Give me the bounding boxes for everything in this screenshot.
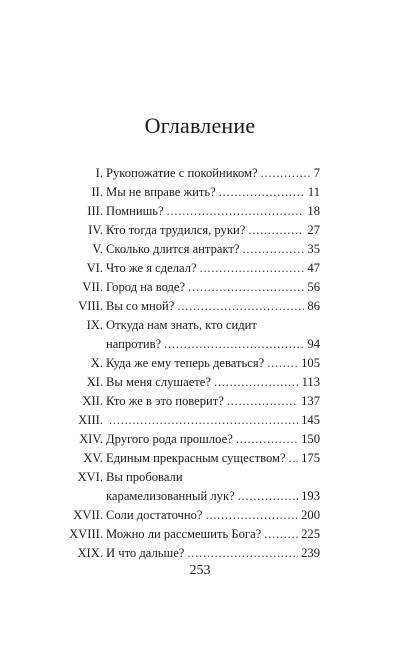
chapter-title-continued: напротив?: [106, 337, 162, 351]
dot-leader: [188, 278, 304, 297]
dot-leader: [227, 392, 298, 411]
table-of-contents: [62, 164, 320, 563]
chapter-number: XVIII.: [69, 527, 103, 541]
chapter-title: Мы не вправе жить?: [106, 185, 216, 199]
toc-entry: [62, 183, 320, 202]
chapter-title: Вы со мной?: [106, 299, 175, 313]
chapter-title: Кто же в это поверит?: [106, 394, 224, 408]
chapter-page: 35: [307, 242, 320, 256]
dot-leader: [264, 525, 298, 544]
dot-leader: [200, 259, 305, 278]
toc-entry: [62, 354, 320, 373]
chapter-page: 18: [307, 204, 320, 218]
chapter-title: Сколько длится антракт?: [106, 242, 240, 256]
chapter-page: 150: [301, 432, 320, 446]
toc-entry: [62, 525, 320, 544]
chapter-page: 7: [313, 166, 320, 180]
chapter-title: Помнишь?: [106, 204, 164, 218]
dot-leader: [248, 221, 304, 240]
toc-entry: [62, 297, 320, 316]
chapter-number: IX.: [86, 318, 103, 332]
dot-leader: [164, 335, 304, 354]
toc-entry: [62, 544, 320, 563]
chapter-page: 94: [307, 337, 320, 351]
chapter-title: Единым прекрасным существом?: [106, 451, 286, 465]
dot-leader: [289, 449, 299, 468]
toc-entry-continuation: [62, 335, 320, 354]
chapter-number: XII.: [82, 394, 103, 408]
toc-entry: [62, 316, 320, 335]
chapter-number: XVII.: [73, 508, 103, 522]
chapter-title: Что же я сделал?: [106, 261, 197, 275]
toc-entry: [62, 449, 320, 468]
chapter-number: II.: [91, 185, 103, 199]
dot-leader: [109, 411, 298, 430]
toc-entry: [62, 240, 320, 259]
chapter-title: И что дальше?: [106, 546, 185, 560]
chapter-number: XIX.: [77, 546, 103, 560]
chapter-number: VI.: [86, 261, 103, 275]
chapter-title: Откуда нам знать, кто сидит: [106, 318, 257, 332]
chapter-number: XIV.: [79, 432, 103, 446]
dot-leader: [206, 506, 299, 525]
chapter-page: 239: [301, 546, 320, 560]
chapter-page: 47: [307, 261, 320, 275]
toc-entry: [62, 506, 320, 525]
chapter-number: III.: [87, 204, 103, 218]
chapter-page: 193: [301, 489, 320, 503]
chapter-title: Кто тогда трудился, руки?: [106, 223, 246, 237]
toc-entry-continuation: [62, 487, 320, 506]
dot-leader: [243, 240, 305, 259]
chapter-title: Другого рода прошлое?: [106, 432, 233, 446]
chapter-title: Вы пробовали: [106, 470, 183, 484]
chapter-number: VIII.: [78, 299, 103, 313]
toc-entry: [62, 411, 320, 430]
toc-entry: [62, 278, 320, 297]
dot-leader: [261, 164, 311, 183]
chapter-title: Рукопожатие с покойником?: [106, 166, 258, 180]
dot-leader: [236, 430, 298, 449]
chapter-number: XV.: [83, 451, 103, 465]
chapter-number: VII.: [82, 280, 103, 294]
chapter-page: 56: [307, 280, 320, 294]
dot-leader: [219, 183, 305, 202]
chapter-title: Соли достаточно?: [106, 508, 203, 522]
chapter-page: 225: [301, 527, 320, 541]
dot-leader: [214, 373, 299, 392]
chapter-number: V.: [92, 242, 103, 256]
toc-entry: [62, 430, 320, 449]
toc-entry: [62, 392, 320, 411]
chapter-number: XVI.: [77, 470, 103, 484]
chapter-title: Вы меня слушаете?: [106, 375, 211, 389]
chapter-page: 27: [307, 223, 320, 237]
chapter-title: Город на воде?: [106, 280, 186, 294]
chapter-title-continued: карамелизованный лук?: [106, 489, 235, 503]
chapter-page: 200: [301, 508, 320, 522]
dot-leader: [267, 354, 298, 373]
chapter-page: 11: [307, 185, 320, 199]
chapter-page: 145: [301, 413, 320, 427]
toc-entry: [62, 373, 320, 392]
toc-entry: [62, 202, 320, 221]
page-number: 253: [189, 563, 211, 578]
toc-entry: [62, 468, 320, 487]
dot-leader: [187, 544, 298, 563]
toc-entry: [62, 259, 320, 278]
dot-leader: [167, 202, 305, 221]
chapter-page: 175: [301, 451, 320, 465]
toc-entry: [62, 221, 320, 240]
chapter-number: I.: [95, 166, 103, 180]
dot-leader: [177, 297, 304, 316]
chapter-number: XI.: [86, 375, 103, 389]
toc-entry: [62, 164, 320, 183]
chapter-title: Куда же ему теперь деваться?: [106, 356, 265, 370]
dot-leader: [238, 487, 298, 506]
chapter-page: 137: [301, 394, 320, 408]
page-title: Оглавление: [144, 113, 256, 138]
chapter-number: IV.: [88, 223, 103, 237]
chapter-number: XIII.: [78, 413, 103, 427]
chapter-page: 113: [301, 375, 320, 389]
chapter-number: X.: [90, 356, 103, 370]
chapter-page: 105: [301, 356, 320, 370]
chapter-title: Можно ли рассмешить Бога?: [106, 527, 262, 541]
chapter-page: 86: [307, 299, 320, 313]
